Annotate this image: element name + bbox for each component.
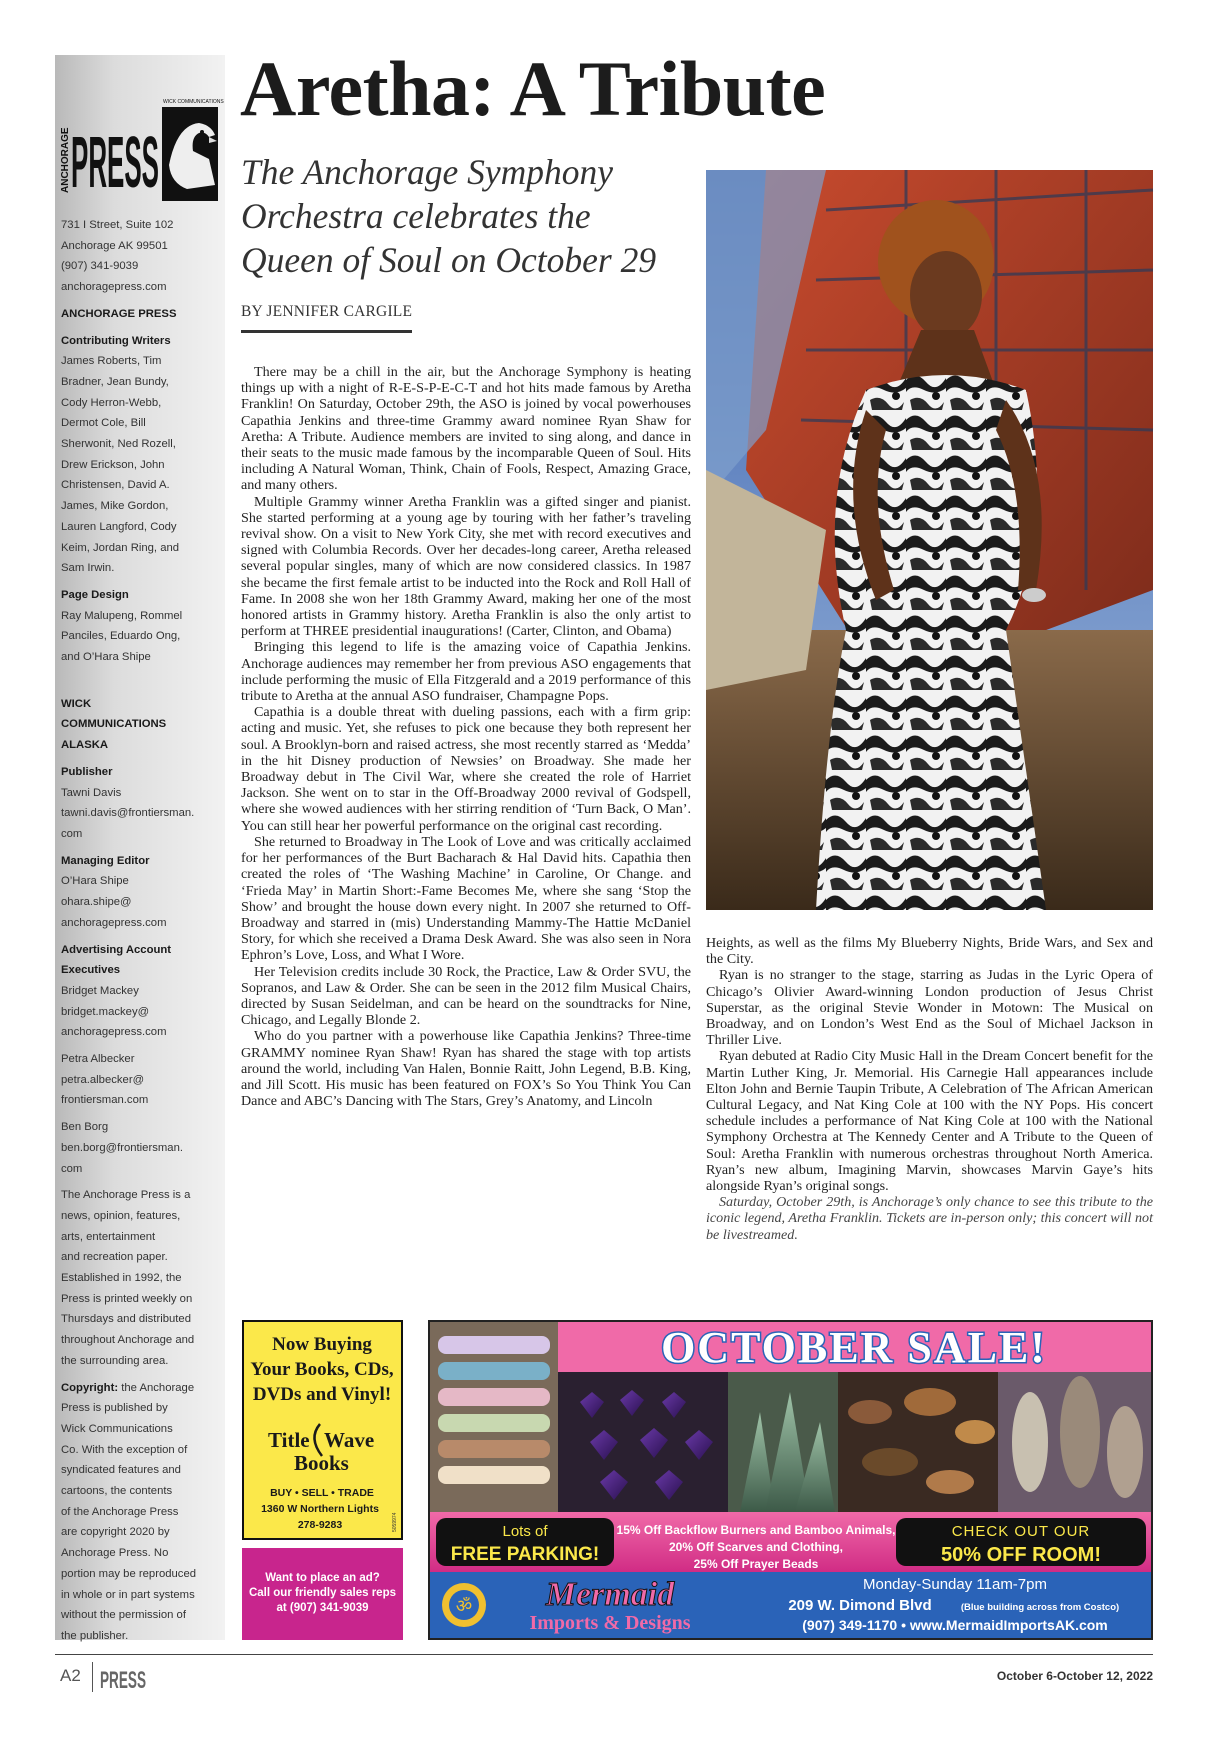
capathia-jenkins-photo bbox=[706, 170, 1153, 910]
staff-line: and recreation paper. bbox=[61, 1251, 168, 1264]
article-paragraph: Multiple Grammy winner Aretha Franklin was a gifted singer and pianist. She started performing at a young age by touring with her father’s traveling revival show. On a visit to New York City, she met with record executives and signed with Columbia Records. Over her decades-long career, Aretha released several popular singles, many of which are now considered classics. In 1987 she became the first female artist to be inducted into the Rock and Roll Hall of Fame. In 2008 she won her 18th Grammy Award, making her one of the most honored artists in Grammy history. Aretha Franklin is also the only artist to perform at THREE presidential inaugurations! (Carter, Clinton, and Obama) bbox=[241, 493, 691, 640]
staff-line: The Anchorage Press is a bbox=[61, 1189, 191, 1202]
staff-line: Panciles, Eduardo Ong, bbox=[61, 630, 181, 643]
place-ad-line-2: Call our friendly sales reps bbox=[248, 1587, 396, 1599]
article-paragraph: Who do you partner with a powerhouse like Capathia Jenkins? Three-time GRAMMY nominee Ryan Shaw! Ryan has shared the stage with top artists around the world, including Van Halen, Bonnie Raitt, John Legend, B.B. King, and Jill Scott. His music has been featured on FOX’s So You Think You Can Dance and ABC’s Dancing with The Stars, Grey’s Anatomy, and Lincoln bbox=[241, 1028, 691, 1110]
store-hours: Monday-Sunday 11am-7pm bbox=[863, 1576, 1047, 1593]
staff-line: Co. With the exception of bbox=[61, 1443, 188, 1456]
staff-line: bridget.mackey@ bbox=[61, 1005, 150, 1018]
staff-box bbox=[55, 55, 225, 1640]
staff-line: Drew Erickson, John bbox=[61, 458, 165, 471]
staff-line: Anchorage AK 99501 bbox=[61, 239, 168, 252]
staff-line: Cody Herron-Webb, bbox=[61, 396, 162, 409]
staff-line: Thursdays and distributed bbox=[61, 1313, 191, 1326]
tw-code: 5059974 bbox=[392, 1512, 398, 1532]
staff-line: without the permission of bbox=[61, 1609, 186, 1622]
bracelets-photo bbox=[430, 1322, 558, 1512]
staff-line: cartoons, the contents bbox=[61, 1485, 173, 1498]
tw-logo-1: Title bbox=[268, 1428, 310, 1452]
staff-line: Keim, Jordan Ring, and bbox=[61, 541, 180, 554]
staff-line: Ray Malupeng, Rommel bbox=[61, 609, 183, 622]
staff-label: Managing Editor bbox=[61, 854, 150, 867]
staff-line: com bbox=[61, 827, 83, 840]
staff-line: are copyright 2020 by bbox=[61, 1526, 170, 1539]
article-byline: BY JENNIFER CARGILE bbox=[241, 303, 412, 333]
staff-label: Executives bbox=[61, 964, 121, 977]
title-wave-ad-art bbox=[244, 1322, 401, 1538]
tw-address: 1360 W Northern Lights bbox=[261, 1503, 379, 1515]
staff-label: Advertising Account bbox=[61, 943, 172, 956]
staff-label: Publisher bbox=[61, 765, 113, 778]
article-column-1 bbox=[241, 364, 691, 1109]
staff-line: of the Anchorage Press bbox=[61, 1505, 179, 1518]
offer-line-1: 15% Off Backflow Burners and Bamboo Animals, bbox=[616, 1523, 896, 1537]
staff-label: Page Design bbox=[61, 588, 129, 601]
staff-line: Dermot Cole, Bill bbox=[61, 417, 146, 430]
half-off-room-badge bbox=[896, 1518, 1146, 1566]
parking-line-1: Lots of bbox=[502, 1523, 548, 1540]
staff-line: syndicated features and bbox=[61, 1464, 181, 1477]
anchorage-press-masthead bbox=[59, 85, 224, 203]
staff-label: Contributing Writers bbox=[61, 334, 171, 347]
staff-line: James, Mike Gordon, bbox=[61, 500, 169, 513]
tw-services: BUY • SELL • TRADE bbox=[270, 1487, 374, 1499]
tw-logo-2: Wave bbox=[324, 1428, 375, 1452]
free-parking-badge bbox=[436, 1518, 614, 1566]
article-paragraph: Bringing this legend to life is the amazing voice of Capathia Jenkins. Anchorage audiences may remember her from previous ASO engagements that include performing the music of Ella Fitzgerald and a 2019 performance of this tribute to Aretha at the annual ASO fundraiser, Champagne Pops. bbox=[241, 639, 691, 705]
tw-logo-3: Books bbox=[294, 1451, 349, 1475]
store-contact[interactable]: (907) 349-1170 • www.MermaidImportsAK.com bbox=[802, 1617, 1108, 1633]
staff-line: Press is published by bbox=[61, 1402, 168, 1415]
staff-line: James Roberts, Tim bbox=[61, 355, 162, 368]
staff-line: (907) 341-9039 bbox=[61, 260, 139, 273]
mermaid-brand: Mermaid bbox=[545, 1576, 675, 1613]
staff-line: anchoragepress.com bbox=[61, 1026, 167, 1039]
staff-line: Press is printed weekly on bbox=[61, 1292, 193, 1305]
staff-line: throughout Anchorage and bbox=[61, 1334, 195, 1347]
staff-line: anchoragepress.com bbox=[61, 916, 167, 929]
issue-date: October 6-October 12, 2022 bbox=[996, 1669, 1153, 1683]
staff-line: frontiersman.com bbox=[61, 1094, 149, 1107]
staff-label: Copyright: bbox=[61, 1381, 119, 1394]
article-deck: The Anchorage Symphony Orchestra celebrates the Queen of Soul on October 29 bbox=[241, 152, 657, 280]
masthead-vertical-word: ANCHORAGE bbox=[60, 127, 71, 193]
svg-text:ॐ: ॐ bbox=[455, 1596, 473, 1617]
staff-line: Established in 1992, the bbox=[61, 1272, 182, 1285]
article-paragraph: She returned to Broadway in The Look of Love and was critically acclaimed for her performances of the Burt Bacharach & Hal David hits. Capathia then created the roles of ‘The Washing Machine’ in Caroline, Or Change. and ‘Frieda May’ in Martin Short:-Fame Becomes Me, where she sang ‘Stop the Show’ and brought the house down every night. In 2007 she returned to Off-Broadway and starred in (mis) Understanding Mammy-The Hattie McDaniel Story, for which she received a Drama Desk Award. She was also seen in Nora Ephron’s Love, Loss, and What I Wore. bbox=[241, 833, 691, 964]
article-paragraph: Heights, as well as the films My Blueberry Nights, Bride Wars, and Sex and the City. bbox=[706, 935, 1153, 968]
tw-head-2: Your Books, CDs, bbox=[250, 1359, 394, 1380]
title-wave-books-ad[interactable] bbox=[242, 1320, 403, 1540]
svg-text:PRESS: PRESS bbox=[100, 1667, 146, 1694]
staff-line: Bridget Mackey bbox=[61, 984, 139, 997]
staff-line: Tawni Davis bbox=[61, 786, 122, 799]
place-ad-line-3: at (907) 341-9039 bbox=[276, 1602, 369, 1614]
room-line-2: 50% OFF ROOM! bbox=[940, 1544, 1102, 1566]
page-number: A2 bbox=[60, 1666, 81, 1685]
staff-label: WICK bbox=[61, 697, 92, 710]
article-paragraph: Her Television credits include 30 Rock, the Practice, Law & Order SVU, the Sopranos, and Law & Order. She can be seen in the 2012 film Musical Chairs, directed by Susan Seidelman, and can be heard on the soundtracks for Nine, Chicago, and Legally Blonde 2. bbox=[241, 963, 691, 1029]
staff-line: portion may be reproduced bbox=[61, 1567, 197, 1580]
staff-line: Ben Borg bbox=[61, 1121, 109, 1134]
staff-label: ALASKA bbox=[61, 739, 109, 752]
tw-head-3: DVDs and Vinyl! bbox=[252, 1384, 392, 1405]
article-paragraph: Ryan debuted at Radio City Music Hall in the Dream Concert benefit for the Martin Luther King, Jr. Memorial. His Carnegie Hall appearances include Elton John and Bernie Taupin Tribute, A Celebration of The African American Cultural Legacy, and Nat King Cole at 100 with the NY Pops. His concert schedule includes a performance of Nat King Cole at 100 with the National Symphony Orchestra at The Kennedy Center and A Tribute to the Queen of Soul: Aretha Franklin with numerous orchestras throughout North America. Ryan’s new album, Imagining Marvin, showcases Marvin Gaye’s hits alongside Ryan’s original songs. bbox=[706, 1048, 1153, 1195]
offer-line-2: 20% Off Scarves and Clothing, bbox=[668, 1540, 844, 1554]
article-paragraph: Ryan is no stranger to the stage, starring as Judas in the Lyric Opera of Chicago’s Olivier Award-winning London production of Jesus Christ Superstar, as the original Stevie Wonder in Motown: The Musical on Broadway, and on London’s West End as the Soul of Michael Jackson in Thriller Live. bbox=[706, 967, 1153, 1049]
october-sale-banner: OCTOBER SALE! bbox=[661, 1323, 1047, 1372]
staff-line: anchoragepress.com bbox=[61, 281, 167, 294]
store-address-note: (Blue building across from Costco) bbox=[960, 1602, 1120, 1613]
staff-line: O’Hara Shipe bbox=[61, 875, 129, 888]
staff-line: com bbox=[61, 1162, 83, 1175]
staff-line: 731 I Street, Suite 102 bbox=[61, 219, 174, 231]
parking-line-2: FREE PARKING! bbox=[450, 1544, 600, 1565]
mermaid-brand-sub: Imports & Designs bbox=[529, 1612, 691, 1634]
article-paragraph: Saturday, October 29th, is Anchorage’s only chance to see this tribute to the iconic legend, Aretha Franklin. Tickets are in-person only; this concert will not be livestreamed. bbox=[706, 1194, 1153, 1243]
footer-rule bbox=[55, 1654, 1153, 1655]
staff-line: ohara.shipe@ bbox=[61, 896, 132, 909]
tw-head-1: Now Buying bbox=[272, 1334, 372, 1355]
place-ad-line-1: Want to place an ad? bbox=[265, 1572, 380, 1584]
article-column-2 bbox=[706, 935, 1153, 1243]
staff-line: Petra Albecker bbox=[61, 1053, 135, 1066]
staff-line: arts, entertainment bbox=[61, 1230, 156, 1243]
staff-label bbox=[61, 1378, 223, 1399]
staff-line: news, opinion, features, bbox=[61, 1209, 181, 1222]
staff-label: COMMUNICATIONS bbox=[61, 718, 167, 731]
staff-line: ben.borg@frontiersman. bbox=[61, 1141, 183, 1154]
article-paragraph: There may be a chill in the air, but the Anchorage Symphony is heating things up with a night of R-E-S-P-E-C-T and hot hits made famous by Aretha Franklin! On Saturday, October 29th, the ASO is joined by vocal powerhouses Capathia Jenkins and three-time Grammy award nominee Ryan Shaw for Aretha: A Tribute. Audience members are invited to sing along, and dance in their seats to the music made famous by the incomparable Queen of Soul. Hits including A Natural Woman, Think, Chain of Fools, Respect, Amazing Grace, and many others. bbox=[241, 364, 691, 494]
om-symbol-icon bbox=[442, 1583, 486, 1627]
staff-line: Anchorage Press. No bbox=[61, 1547, 169, 1560]
masthead-title: PRESS bbox=[71, 123, 159, 203]
article-headline: Aretha: A Tribute bbox=[240, 45, 826, 132]
staff-line: tawni.davis@frontiersman. bbox=[61, 807, 195, 820]
staff-label: ANCHORAGE PRESS bbox=[61, 307, 177, 320]
staff-line: the publisher. bbox=[61, 1630, 129, 1642]
staff-line: in whole or in part systems bbox=[61, 1588, 195, 1601]
staff-line: Bradner, Jean Bundy, bbox=[61, 375, 169, 388]
staff-line: Sherwonit, Ned Rozell, bbox=[61, 438, 176, 451]
masthead-tag: WICK COMMUNICATIONS bbox=[163, 99, 224, 105]
footer-divider bbox=[92, 1662, 93, 1692]
place-an-ad-box[interactable] bbox=[242, 1548, 403, 1640]
staff-line: petra.albecker@ bbox=[61, 1073, 145, 1086]
staff-line: Lauren Langford, Cody bbox=[61, 520, 177, 533]
mermaid-ad-art bbox=[430, 1322, 1151, 1638]
staff-line: Sam Irwin. bbox=[61, 562, 115, 575]
tw-phone: 278-9283 bbox=[297, 1519, 343, 1531]
offer-line-3: 25% Off Prayer Beads bbox=[693, 1557, 819, 1571]
staff-line: the surrounding area. bbox=[61, 1354, 169, 1367]
staff-line: and O’Hara Shipe bbox=[61, 651, 151, 664]
staff-line: Wick Communications bbox=[61, 1422, 173, 1435]
staff-directory bbox=[61, 215, 223, 1647]
staff-line: Christensen, David A. bbox=[61, 479, 170, 492]
mermaid-imports-ad[interactable] bbox=[428, 1320, 1153, 1640]
title-wave-logo bbox=[268, 1424, 374, 1475]
store-address: 209 W. Dimond Blvd bbox=[788, 1597, 932, 1614]
footer-press-logo bbox=[100, 1664, 150, 1694]
article-paragraph: Capathia is a double threat with dueling passions, each with a firm grip: acting and music. Yet, she refuses to pick one because they both represent her soul. A Brooklyn-born and raised actress, she most recently starred as ‘Medda’ in the hit Disney production of Newsies’ on Broadway. She made her Broadway debut in The Civil War, where she created the role of Harriet Jackson. She went on to star in the Off-Broadway 2000 revival of Godspell, where she wowed audiences with her stirring rendition of ‘Turn Back, O Man’. You can still hear her powerful performance on the original cast recording. bbox=[241, 704, 691, 834]
staff-line-rest: the Anchorage bbox=[118, 1381, 195, 1394]
room-line-1: CHECK OUT OUR bbox=[951, 1523, 1091, 1540]
